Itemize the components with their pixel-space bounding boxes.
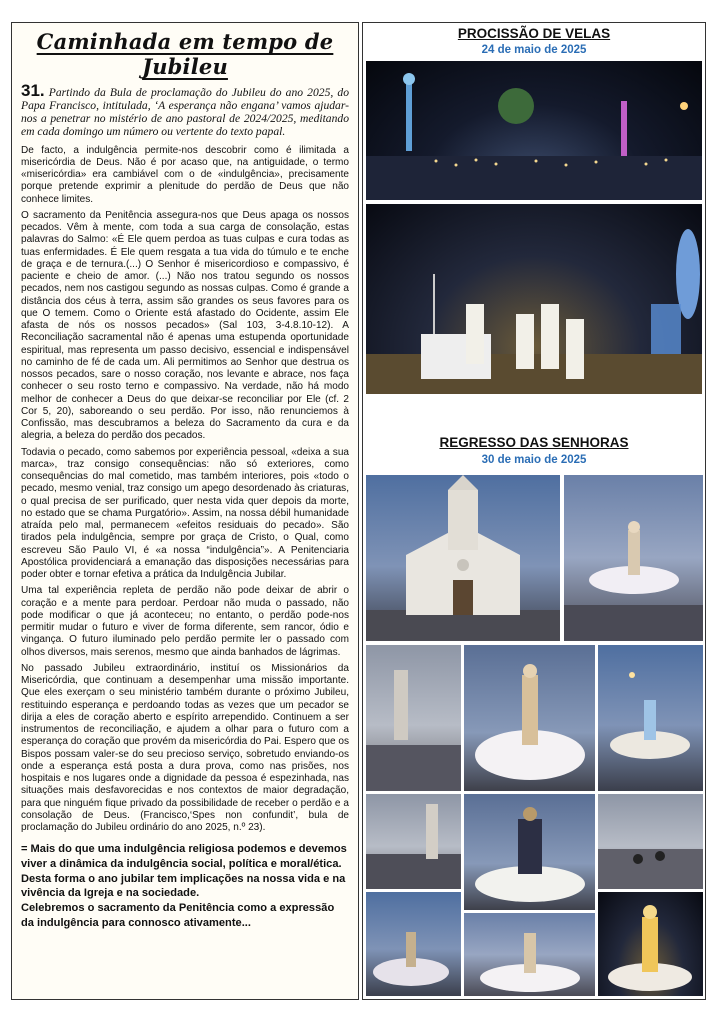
flower-statue-icon	[464, 913, 595, 996]
section-date-procissao: 24 de maio de 2025	[481, 44, 587, 56]
closing-statement	[21, 842, 349, 930]
photo-panel	[362, 22, 706, 1000]
altar-scene-icon	[366, 204, 702, 394]
street-icon-2	[598, 794, 703, 889]
lit-statue-icon	[598, 645, 703, 791]
golden-statue-photo	[598, 892, 703, 996]
intro-text: Partindo da Bula de proclamação do Jubileu do ano 2025, do Papa Francisco, intitulada, ‘A esperança não engana’ vamos ajudar-nos a penetrar no mistério de ano pastoral de 2024/2025, meditando em cada domingo um número ou vertente do texto papal.	[21, 86, 349, 138]
church-photo	[366, 475, 560, 641]
flower-statue-photo	[464, 913, 595, 996]
flower-litter-photo	[464, 645, 595, 791]
candle-procession-photo	[366, 61, 702, 200]
statue-procession-photo	[564, 475, 703, 641]
paragraph: No passado Jubileu extraordinário, instituí os Missionários da Misericórdia, que continuam a desempenhar uma missão importante. Que eles exerçam o seu ministério também durante o próximo Jubileu, restituindo esperança e perdoando todas as vezes que um pecador se dirija a eles de coração aberto e espírito arrependido. Continuem a ser instrumentos de reconciliação, e ajudem a olhar para o futuro com a esperança do coração que provém da misericórdia do Pai. Espero que os Bispos possam valer-se do seu precioso serviço, sobretudo enviando-os onde a esperança está posta a dura prova, como nas prisões, nos hospitais e nos lugares onde a dignidade da pessoa é espezinhada, nas situações mais desfavorecidas e nos contextos de maior degradação, para que ninguém fique privado da possibilidade de receber o perdão e a consolação de Deus. (Francisco,‘Spes non confundit’, bula de proclamação do Jubileu ordinário do ano 2025, n.º 23).	[21, 662, 349, 834]
altar-mass-photo	[366, 204, 702, 394]
article-title: Caminhada em tempo de Jubileu	[36, 29, 334, 79]
lit-statue-photo	[598, 645, 703, 791]
crowd-icon	[366, 794, 461, 889]
street-procession-photo-1	[366, 645, 461, 791]
flowers-icon	[464, 645, 595, 791]
intro-number: 31.	[21, 81, 45, 100]
article-panel	[11, 22, 359, 1000]
paragraph: O sacramento da Penitência assegura-nos que Deus apaga os nossos pecados. Vêm à mente, com toda a sua carga de consolação, estas palavras do Salmo: «É Ele quem perdoa as tuas culpas e cura todas as tuas enfermidades. É Ele quem resgata a tua vida do túmulo e te enche de graça e de ternura.(...) O Senhor é misericordioso e compassivo, é paciente e cheio de amor. (...) Não nos tratou segundo os nossos pecados, nem nos castigou segundo as nossas culpas. Como é grande a distância dos céus à terra, assim são grandes os seus favores para os que O temem. Como o Oriente está afastado do Ocidente, assim Ele afasta de nós os nossos pecados» (Sal 103, 3-4.8.10-12). A Reconciliação sacramental não é apenas uma estupenda oportunidade espiritual, mas representa um passo decisivo, essencial e indispensável no caminho de fé de cada um. Ali permitimos ao Senhor que destrua os nossos pecados, sare o nosso coração, nos levante e abrace, nos faça conhecer o seu rosto terno e compassivo. Na verdade, não há modo melhor de conhecer a Deus do que deixar-se reconciliar por Ele (cf. 2 Cor 5, 20), saboreando o seu perdão. Por isso, não renunciemos à Confissão, mas descubramos a beleza do Sacramento da cura e da alegria, a beleza do perdão dos pecados.	[21, 209, 349, 442]
night-litter-photo	[366, 892, 461, 996]
dark-statue-photo	[464, 794, 595, 910]
closing-line: Celebremos o sacramento da Penitência como a expressão da indulgência para connosco ativamente...	[21, 902, 335, 929]
church-icon	[366, 475, 560, 641]
street-procession-photo-2	[366, 794, 461, 889]
closing-line: = Mais do que uma indulgência religiosa podemos e devemos viver a dinâmica da indulgência social, política e moral/ética. Desta forma o ano jubilar tem implicações na nossa vida e na vivência da Igreja e na sociedade.	[21, 843, 347, 900]
golden-statue-icon	[598, 892, 703, 996]
section-title-procissao: PROCISSÃO DE VELAS	[457, 26, 611, 41]
street-procession-photo-3	[598, 794, 703, 889]
section-date-regresso: 30 de maio de 2025	[481, 454, 587, 466]
dark-statue-icon	[464, 794, 595, 910]
section-title-regresso: REGRESSO DAS SENHORAS	[439, 435, 629, 450]
paragraph: Uma tal experiência repleta de perdão não pode deixar de abrir o coração e a mente para perdoar. Perdoar não muda o passado, não pode modificar o que já aconteceu; no entanto, o perdão pode-nos permitir mudar o futuro e viver de forma diferente, sem rancor, ódio e vingança. O futuro iluminado pelo perdão permite ler o passado com olhos diversos, mais serenos, mesmo que ainda banhados de lágrimas.	[21, 585, 349, 658]
statue-litter-icon	[564, 475, 703, 641]
night-litter-icon	[366, 892, 461, 996]
paragraph: De facto, a indulgência permite-nos descobrir como é ilimitada a misericórdia de Deus. Não é por acaso que, na antiguidade, o termo «misericórdia» era cambiável com o de «indulgência», precisamente porque pretende exprimir a plenitude do perdão de Deus que não conhece limites.	[21, 144, 349, 205]
paragraph: Todavia o pecado, como sabemos por experiência pessoal, «deixa a sua marca», traz consigo consequências: não só exteriores, como consequências do mal cometido, mas também interiores, pois «todo o pecado, mesmo venial, traz consigo um apego desordenado às criaturas, o qual precisa de ser purificado, quer nesta vida quer depois da morte, no estado que se chama Purgatório». Assim, na nossa débil humanidade atraída pelo mal, permanecem «efeitos residuais do pecado». São tirados pela indulgência, sempre por graça de Cristo, o Qual, como escreveu São Paulo VI, é «a nossa “indulgência”». A Penitenciaria Apostólica providenciará a emanação das disposições necessárias para poder obter e tornar efetiva a prática da Indulgência Jubilar.	[21, 446, 349, 581]
street-icon	[366, 645, 461, 791]
article-intro	[21, 81, 349, 139]
procession-scene-icon	[366, 61, 702, 200]
